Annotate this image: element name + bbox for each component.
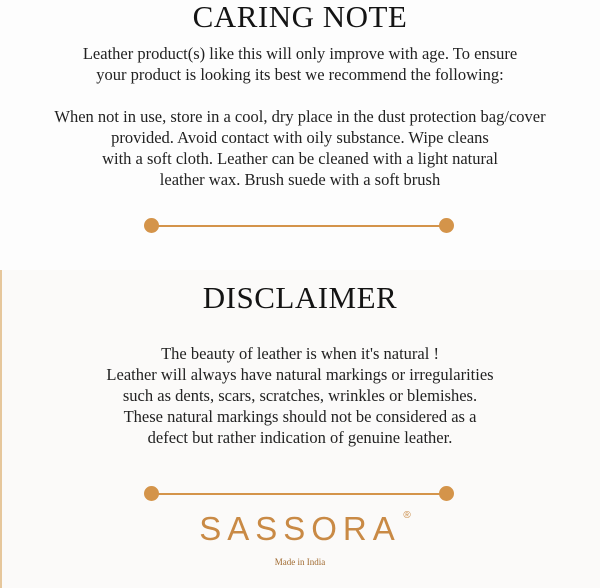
disclaimer-line: such as dents, scars, scratches, wrinkles or blemishes. bbox=[122, 386, 478, 405]
disclaimer-line: These natural markings should not be considered as a bbox=[123, 407, 477, 426]
divider-dot-left bbox=[144, 486, 159, 501]
divider-dot-right bbox=[439, 218, 454, 233]
disclaimer-line: The beauty of leather is when it's natural ! bbox=[161, 344, 439, 363]
divider-dot-right bbox=[439, 486, 454, 501]
caring-body-line: leather wax. Brush suede with a soft brush bbox=[159, 170, 441, 189]
caring-body-line: provided. Avoid contact with oily substance. Wipe cleans bbox=[111, 128, 489, 147]
section-divider bbox=[144, 218, 454, 234]
caring-note-title: CARING NOTE bbox=[192, 0, 408, 34]
caring-intro-line: your product is looking its best we recommend the following: bbox=[96, 65, 504, 84]
caring-body-line: When not in use, store in a cool, dry place in the dust protection bag/cover bbox=[54, 107, 546, 126]
caring-body-line: with a soft cloth. Leather can be cleaned with a light natural bbox=[102, 149, 498, 168]
brand-block bbox=[0, 510, 600, 548]
caring-note-intro bbox=[0, 43, 600, 85]
disclaimer-line: defect but rather indication of genuine leather. bbox=[147, 428, 453, 447]
disclaimer-line: Leather will always have natural markings or irregularities bbox=[106, 365, 494, 384]
brand-logo-text: SASSORA bbox=[199, 510, 401, 547]
divider-line bbox=[152, 225, 446, 227]
brand-logo bbox=[199, 510, 411, 548]
divider-dot-left bbox=[144, 218, 159, 233]
caring-note-body bbox=[0, 106, 600, 190]
registered-mark: ® bbox=[403, 510, 411, 521]
made-in-india-label: Made in India bbox=[274, 557, 326, 567]
disclaimer-body bbox=[0, 343, 600, 448]
caring-intro-line: Leather product(s) like this will only improve with age. To ensure bbox=[82, 44, 518, 63]
divider-line bbox=[152, 493, 446, 495]
disclaimer-title: DISCLAIMER bbox=[202, 280, 398, 315]
section-divider bbox=[144, 486, 454, 502]
